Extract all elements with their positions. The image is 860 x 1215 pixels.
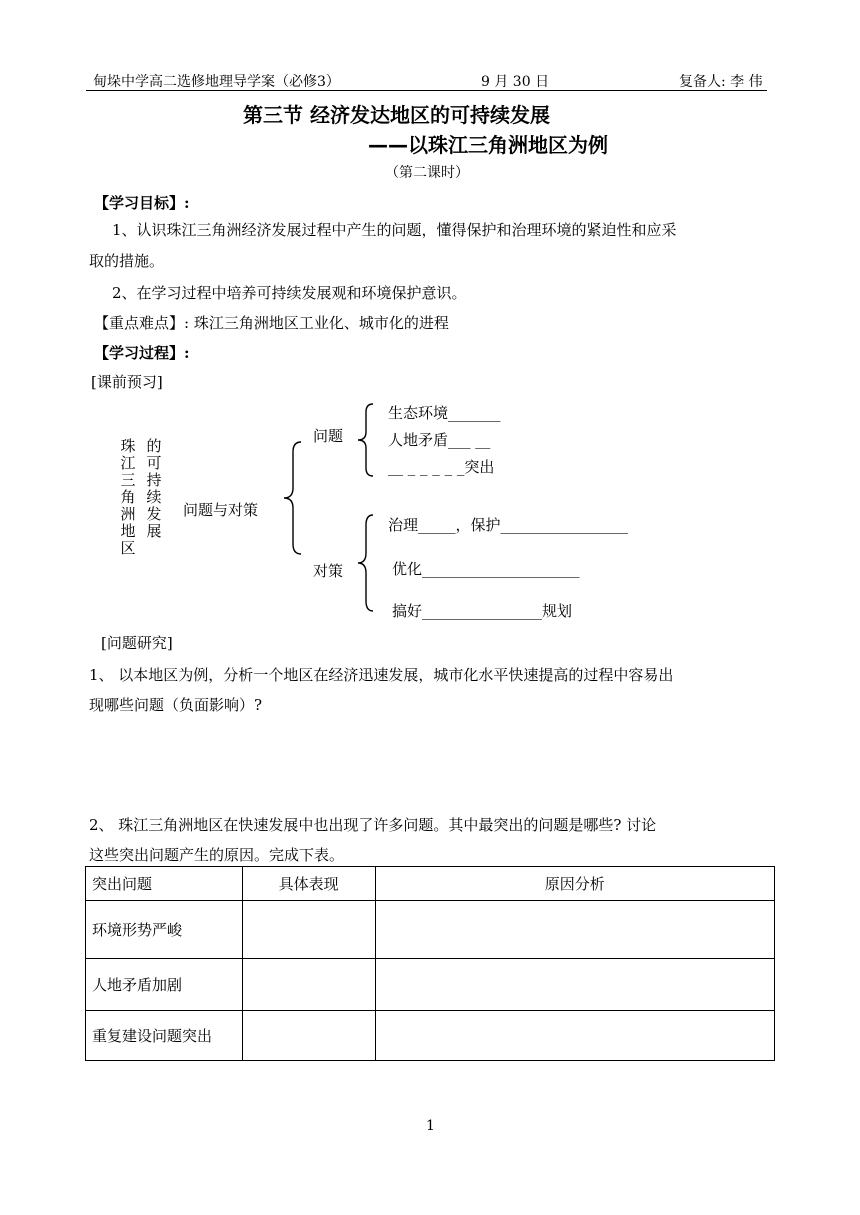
- measure-plan: 搞好________________规划: [392, 602, 573, 620]
- header-date: 9 月 30 日: [481, 74, 550, 90]
- subtitle: （第二课时）: [385, 165, 469, 181]
- table-header-row: [86, 867, 775, 901]
- table-row: [86, 959, 775, 1011]
- brace-measure: [355, 513, 375, 613]
- goal-1-line1: 1、认识珠江三角洲经济发展过程中产生的问题，懂得保护和治理环境的紧迫性和应采: [112, 221, 677, 239]
- table-cell-empty[interactable]: [242, 901, 375, 959]
- problem-prominent: __ _ _ _ _ _突出: [388, 458, 495, 476]
- key-points: 【重点难点】: 珠江三角洲地区工业化、城市化的进程: [94, 314, 449, 332]
- diagram-col2: 的 可 持 续 发 展: [146, 437, 162, 540]
- header-author: 复备人: 李 伟: [679, 74, 763, 90]
- problem-ecology: 生态环境_______: [388, 404, 501, 422]
- question-1-line2: 现哪些问题（负面影响）?: [89, 696, 263, 714]
- table-header-cell: 突出问题: [86, 867, 243, 901]
- diagram-center-label: 问题与对策: [183, 501, 259, 519]
- header-rule: [86, 90, 767, 91]
- problem-human-land: 人地矛盾___ __: [388, 431, 491, 449]
- table-header-cell: 具体表现: [242, 867, 375, 901]
- research-heading: [问题研究]: [101, 634, 173, 652]
- header-left: 甸垛中学高二选修地理导学案（必修3）: [93, 74, 340, 90]
- question-2-line1: 2、 珠江三角洲地区在快速发展中也出现了许多问题。其中最突出的问题是哪些? 讨论: [89, 816, 657, 834]
- goal-2: 2、在学习过程中培养可持续发展观和环境保护意识。: [112, 284, 467, 302]
- table-cell-empty[interactable]: [375, 959, 774, 1011]
- table-row-label: 人地矛盾加剧: [86, 959, 243, 1011]
- question-2-line2: 这些突出问题产生的原因。完成下表。: [89, 846, 345, 864]
- diagram-problem-label: 问题: [313, 427, 344, 445]
- measure-govern: 治理_____，保护_________________: [388, 516, 629, 534]
- table-row-label: 环境形势严峻: [86, 901, 243, 959]
- analysis-table: [85, 866, 775, 1061]
- table-cell-empty[interactable]: [375, 901, 774, 959]
- table-header-cell: 原因分析: [375, 867, 774, 901]
- goals-heading: 【学习目标】:: [94, 194, 190, 212]
- title-line2: ——以珠江三角洲地区为例: [368, 133, 608, 157]
- brace-main: [281, 440, 303, 556]
- table-cell-empty[interactable]: [375, 1011, 774, 1061]
- diagram-measure-label: 对策: [313, 562, 344, 580]
- goal-1-line2: 取的措施。: [89, 252, 165, 270]
- question-1-line1: 1、 以本地区为例，分析一个地区在经济迅速发展，城市化水平快速提高的过程中容易出: [89, 666, 674, 684]
- process-heading: 【学习过程】:: [94, 344, 190, 362]
- title-line1: 第三节 经济发达地区的可持续发展: [243, 103, 550, 127]
- table-row: [86, 1011, 775, 1061]
- table-row: [86, 901, 775, 959]
- brace-problem: [355, 402, 375, 478]
- diagram-col1: 珠 江 三 角 洲 地 区: [120, 437, 136, 557]
- table-cell-empty[interactable]: [242, 959, 375, 1011]
- preview-heading: [课前预习]: [91, 373, 163, 391]
- table-cell-empty[interactable]: [242, 1011, 375, 1061]
- page-number: 1: [426, 1118, 435, 1134]
- table-row-label: 重复建设问题突出: [86, 1011, 243, 1061]
- measure-optimize: 优化_____________________: [392, 560, 580, 578]
